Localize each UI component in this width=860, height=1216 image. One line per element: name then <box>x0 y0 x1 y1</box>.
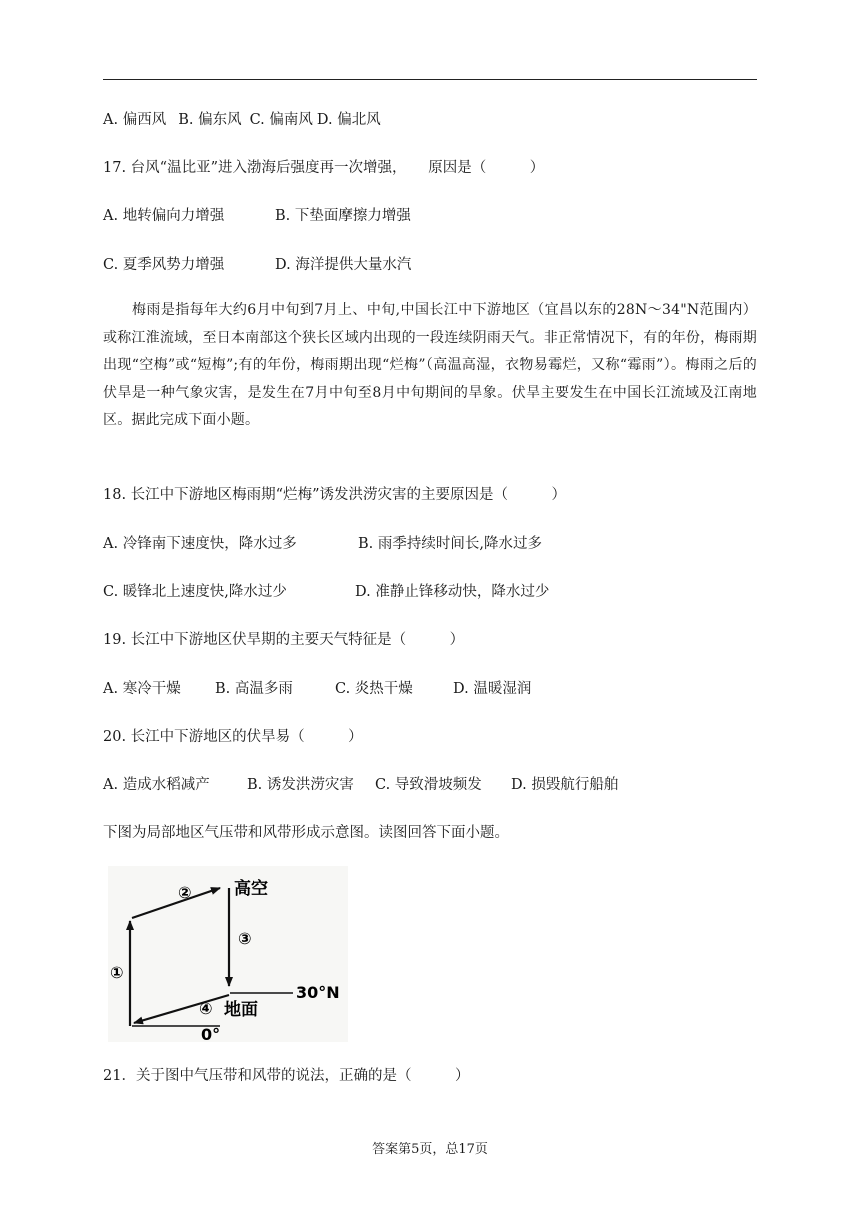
q18-option-c: C. 暖锋北上速度快,降水过少 <box>103 584 287 600</box>
q20-options <box>103 775 618 795</box>
q17-option-b: B. 下垫面摩擦力增强 <box>275 208 411 224</box>
marker-2: ② <box>178 883 192 902</box>
q17-stem: 17. 台风“温比亚”进入渤海后强度再一次增强， 原因是（ ） <box>103 160 545 176</box>
q17-option-c: C. 夏季风势力增强 <box>103 257 225 273</box>
q20-stem: 20. 长江中下游地区的伏旱易（ ） <box>103 729 363 745</box>
arrow-2-upper <box>132 888 220 918</box>
q20-option-a: A. 造成水稻减产 <box>103 777 210 793</box>
label-30n: 30°N <box>296 983 340 1002</box>
q16-option-c: C. 偏南风 <box>249 112 313 128</box>
pressure-belt-figure <box>108 866 348 1042</box>
q19-stem: 19. 长江中下游地区伏旱期的主要天气特征是（ ） <box>103 632 465 648</box>
q20-option-d: D. 损毁航行船舶 <box>511 777 619 793</box>
q18-options-row1 <box>103 534 542 554</box>
q18-option-d: D. 准静止锋移动快，降水过少 <box>355 584 550 600</box>
q19-option-b: B. 高温多雨 <box>215 681 293 697</box>
q17-option-d: D. 海洋提供大量水汽 <box>275 257 412 273</box>
label-equator: 0° <box>201 1025 221 1042</box>
marker-3: ③ <box>238 929 252 948</box>
marker-1: ① <box>110 963 124 982</box>
label-ground: 地面 <box>224 1000 258 1020</box>
circulation-diagram <box>108 866 348 1042</box>
q20-option-b: B. 诱发洪涝灾害 <box>247 777 354 793</box>
q19-options <box>103 679 531 699</box>
q18-option-b: B. 雨季持续时间长,降水过多 <box>358 536 542 552</box>
figure-intro: 下图为局部地区气压带和风带形成示意图。读图回答下面小题。 <box>103 825 509 841</box>
q19-option-a: A. 寒冷干燥 <box>103 681 181 697</box>
label-upper-air: 高空 <box>234 879 268 899</box>
q18-options-row2 <box>103 582 549 602</box>
q17-options-row2 <box>103 255 411 275</box>
page-footer: 答案第5页，总17页 <box>372 1142 488 1157</box>
q16-options <box>103 110 381 130</box>
q19-option-d: D. 温暖湿润 <box>453 681 532 697</box>
q17-options-row1 <box>103 206 411 226</box>
q21-stem: 21．关于图中气压带和风带的说法，正确的是（ ） <box>103 1068 470 1084</box>
reading-passage: 梅雨是指每年大约6月中旬到7月上、中旬,中国长江中下游地区（宜昌以东的28N～34"N范围内）或称江淮流域，至日本南部这个狭长区域内出现的一段连续阴雨天气。非正常情况下，有的年份，梅雨期出现“空梅”或“短梅”;有的年份，梅雨期出现“烂梅”（高温高湿，衣物易霉烂，又称“霉雨”）。梅雨之后的伏旱是一种气象灾害，是发生在7月中旬至8月中旬期间的旱象。伏旱主要发生在中国长江流域及江南地区。据此完成下面小题。 <box>103 302 758 428</box>
marker-4: ④ <box>199 999 213 1018</box>
q16-option-b: B. 偏东风 <box>178 112 242 128</box>
q16-option-a: A. 偏西风 <box>103 112 167 128</box>
header-rule <box>103 79 757 80</box>
q17-option-a: A. 地转偏向力增强 <box>103 208 225 224</box>
q18-stem: 18. 长江中下游地区梅雨期“烂梅”诱发洪涝灾害的主要原因是（ ） <box>103 487 566 503</box>
q16-option-d: D. 偏北风 <box>316 112 381 128</box>
q18-option-a: A. 冷锋南下速度快，降水过多 <box>103 536 297 552</box>
q20-option-c: C. 导致滑坡频发 <box>375 777 482 793</box>
q19-option-c: C. 炎热干燥 <box>335 681 413 697</box>
arrow-4-surface <box>134 995 229 1023</box>
